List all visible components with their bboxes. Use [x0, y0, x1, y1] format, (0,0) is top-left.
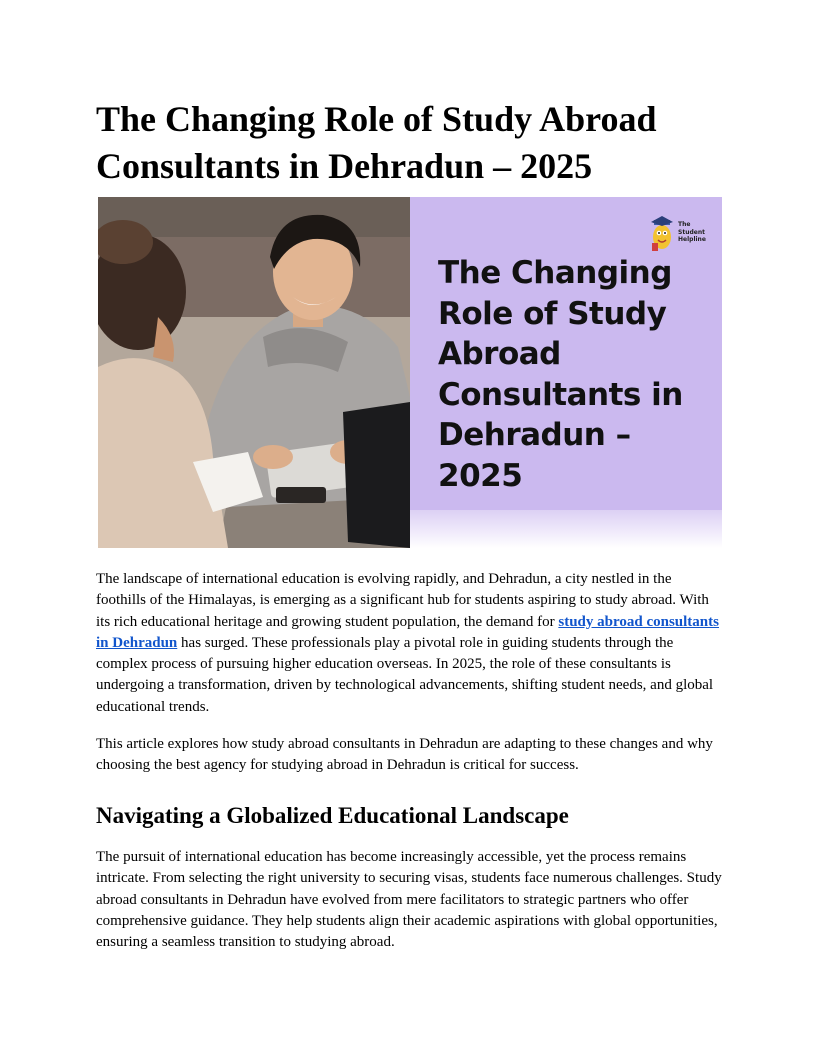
intro-text-start: The landscape of international education is evolving rapidly, and Dehradun, a city nestled in the foothills of the Himalayas, is emerging as a significant hub for students aspiring to study abroad. With its rich educational heritage and growing student population, the demand for — [96, 571, 709, 630]
banner-bottom-fade — [410, 510, 722, 548]
section-paragraph: The pursuit of international education has become increasingly accessible, yet the process remains intricate. From selecting the right university to securing visas, students face numerous challenges. Study abroad consultants in Dehradun have evolved from mere facilitators to strategic partners who offer comprehensive guidance. They help students align their academic aspirations with global opportunities, ensuring a seamless transition to studying abroad. — [96, 849, 722, 951]
article-overview-paragraph: This article explores how study abroad consultants in Dehradun are adapting to these changes and why choosing the best agency for studying abroad in Dehradun is critical for success. — [96, 736, 713, 774]
logo-text — [678, 221, 714, 244]
mascot-icon — [648, 213, 676, 253]
banner-title-panel — [410, 197, 722, 548]
students-illustration — [98, 197, 410, 548]
banner-heading-line: Role of Study — [438, 295, 667, 332]
banner-heading-line: Consultants in — [438, 376, 683, 413]
logo-line: Helpline — [678, 236, 706, 243]
study-abroad-link[interactable]: study abroad consultants in Dehradun — [96, 613, 719, 651]
site-logo — [648, 213, 714, 253]
banner-heading-line: 2025 — [438, 457, 523, 494]
logo-line: The — [678, 221, 691, 228]
banner-heading-line: The Changing — [438, 255, 672, 291]
wallet — [276, 487, 326, 503]
banner-heading — [438, 253, 708, 496]
banner-heading-line: Dehradun – — [438, 417, 631, 453]
person-hand-left — [253, 445, 293, 469]
laptop — [343, 402, 410, 548]
document-title: The Changing Role of Study Abroad Consultants in Dehradun – 2025 — [96, 99, 657, 186]
section-heading: Navigating a Globalized Educational Landscape — [96, 803, 569, 828]
featured-banner — [98, 197, 722, 548]
logo-line: Student — [678, 228, 705, 236]
intro-paragraph — [96, 569, 722, 718]
intro-text-end: has surged. These professionals play a pivotal role in guiding students through the complex process of pursuing higher education overseas. In 2025, the role of these consultants is undergoing a transformation, driven by technological advancements, shifting student needs, and global educational trends. — [96, 634, 714, 715]
banner-heading-line: Abroad — [438, 336, 561, 372]
students-photo — [98, 197, 410, 548]
